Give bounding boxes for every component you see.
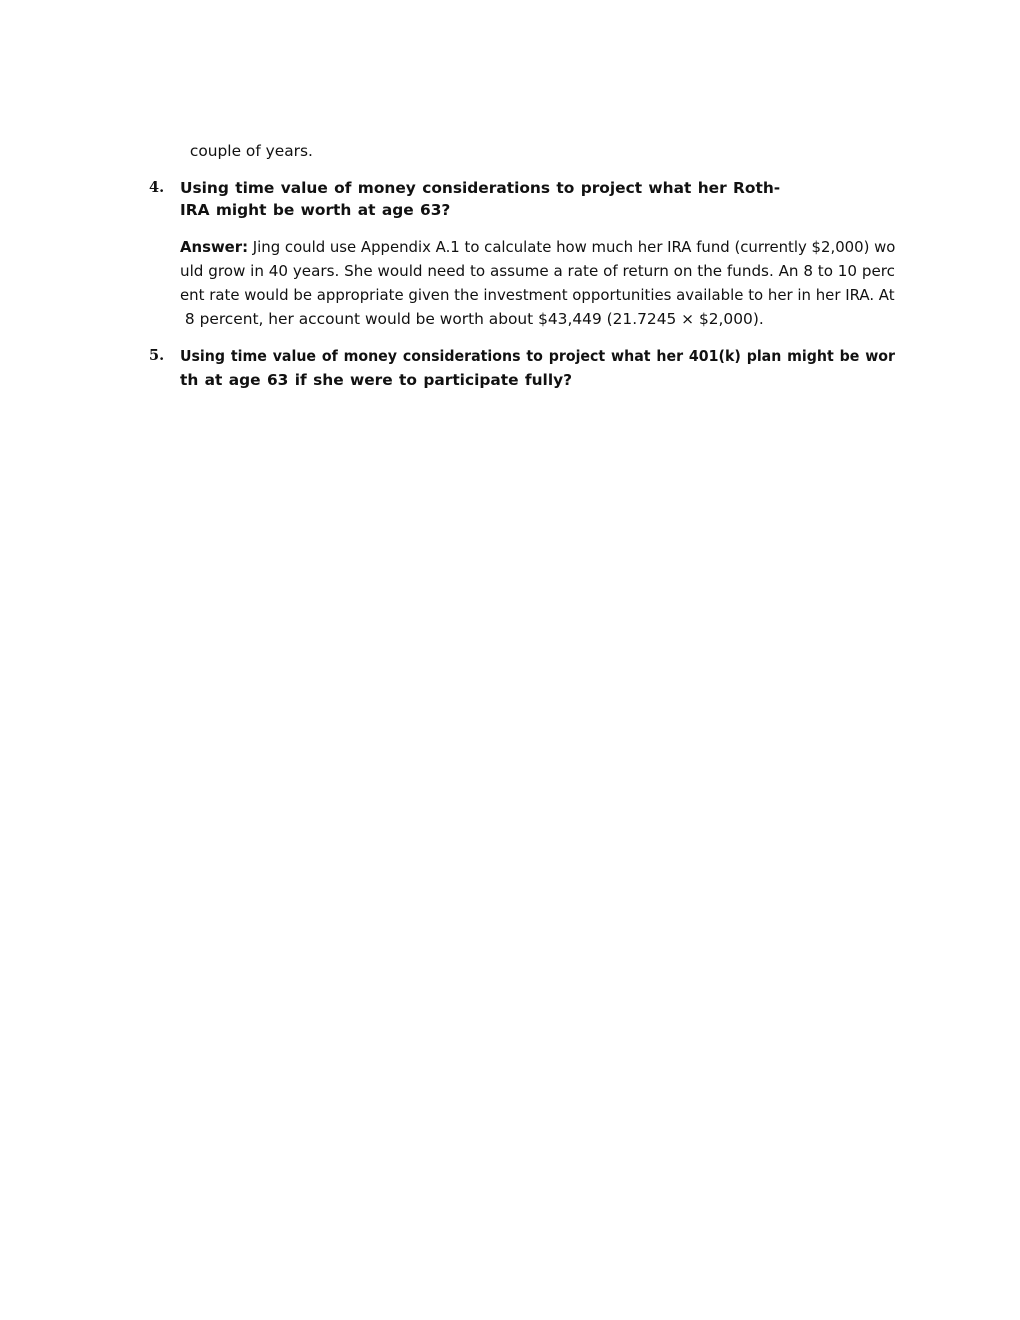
answer-4-line-4: 8 percent, her account would be worth about $43,449 (21.7245 × $2,000). [180, 310, 764, 328]
answer-label: Answer: [180, 238, 249, 256]
question-4-line-1: Using time value of money considerations to project what her Roth- [180, 179, 781, 197]
answer-4-line-2: uld grow in 40 years. She would need to assume a rate of return on the funds. An 8 to 10 perc [180, 262, 895, 280]
answer-4-text-1: Jing could use Appendix A.1 to calculate how much her IRA fund (currently $2,000) wo [248, 238, 896, 256]
item-number-4: 4. [149, 179, 165, 196]
answer-4-line-3: ent rate would be appropriate given the investment opportunities available to her in her IRA. At [180, 286, 895, 304]
question-5-line-1: Using time value of money considerations to project what her 401(k) plan might be wor [180, 347, 896, 365]
continuation-text: couple of years. [185, 142, 313, 160]
answer-4-line-1 [180, 237, 895, 257]
item-number-5: 5. [149, 347, 165, 364]
question-4-line-2: IRA might be worth at age 63? [180, 201, 451, 219]
question-5-line-2: th at age 63 if she were to participate fully? [180, 371, 573, 389]
